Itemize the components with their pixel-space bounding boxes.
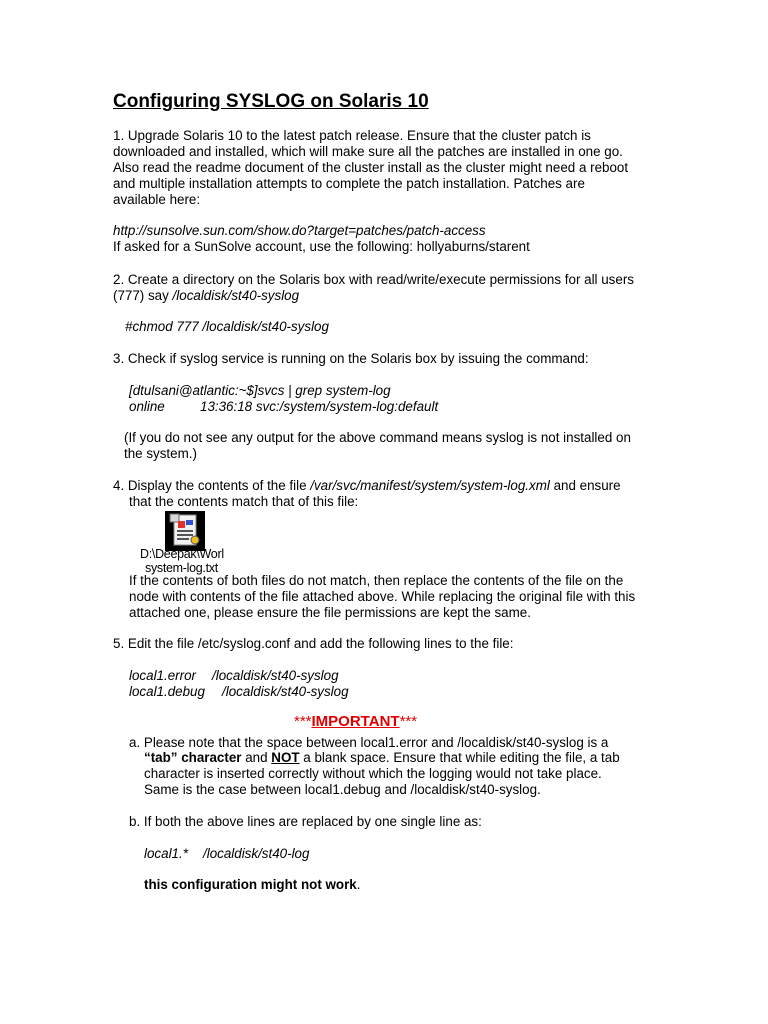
important-heading — [294, 713, 417, 731]
step3-note: the system.) — [124, 446, 197, 461]
step2-prefix: (777) say — [113, 288, 173, 303]
step4-line: that the contents match that of this file: — [129, 494, 359, 509]
conf-value: /localdisk/st40-syslog — [212, 668, 339, 683]
conf-key: local1.error — [129, 668, 196, 683]
step2-line: 2. Create a directory on the Solaris box with read/write/execute permissions for all users — [113, 272, 634, 287]
conf-key: local1.* — [144, 846, 188, 861]
file-attachment-icon[interactable] — [165, 511, 205, 551]
step4-path: /var/svc/manifest/system/system-log.xml — [310, 478, 550, 493]
step3-line: 3. Check if syslog service is running on the Solaris box by issuing the command: — [113, 351, 589, 366]
chmod-command: #chmod 777 /localdisk/st40-syslog — [125, 319, 329, 334]
step5-line: 5. Edit the file /etc/syslog.conf and add the following lines to the file: — [113, 636, 514, 651]
svcs-output-state: online — [129, 399, 165, 414]
note-a-and: and — [241, 750, 272, 765]
important-word: IMPORTANT — [311, 713, 400, 730]
warning-line — [144, 877, 360, 893]
page-title: Configuring SYSLOG on Solaris 10 — [113, 91, 429, 112]
step4-after-line: node with contents of the file attached above. While replacing the original file with this — [129, 589, 636, 604]
warning-text: this configuration might not work — [144, 877, 357, 892]
step2-line — [113, 288, 299, 304]
not-text: NOT — [271, 750, 300, 765]
file-attachment-icon-graphic — [166, 512, 204, 550]
step1-line: downloaded and installed, which will make sure all the patches are installed in one go. — [113, 144, 623, 159]
note-a-line: a. Please note that the space between local1.error and /localdisk/st40-syslog is a — [129, 735, 609, 750]
svcs-output-detail: 13:36:18 svc:/system/system-log:default — [200, 399, 439, 414]
step1-line: and multiple installation attempts to complete the patch installation. Patches are — [113, 176, 585, 191]
patch-url-link[interactable]: http://sunsolve.sun.com/show.do?target=patches/patch-access — [113, 223, 486, 238]
step1-line: 1. Upgrade Solaris 10 to the latest patch release. Ensure that the cluster patch is — [113, 128, 591, 143]
step4-prefix: 4. Display the contents of the file — [113, 478, 311, 493]
svcs-command: [dtulsani@atlantic:~$]svcs | grep system-log — [129, 383, 391, 398]
important-stars: *** — [399, 713, 418, 730]
important-stars: *** — [294, 713, 312, 730]
attachment-filename: system-log.txt — [145, 561, 218, 575]
step1-line: Also read the readme document of the cluster install as the cluster might need a reboot — [113, 160, 629, 175]
step1-account-line: If asked for a SunSolve account, use the following: hollyaburns/starent — [113, 239, 530, 254]
conf-key: local1.debug — [129, 684, 205, 699]
note-a-line: character is inserted correctly without which the logging would not take place. — [144, 766, 602, 781]
step4-suffix: and ensure — [549, 478, 621, 493]
note-a-line — [144, 750, 620, 766]
step3-note: (If you do not see any output for the above command means syslog is not installed on — [124, 430, 631, 445]
step4-after-line: If the contents of both files do not match, then replace the contents of the file on the — [129, 573, 624, 588]
note-b-line: b. If both the above lines are replaced by one single line as: — [129, 814, 482, 829]
step4-line — [113, 478, 621, 494]
conf-value: /localdisk/st40-syslog — [222, 684, 349, 699]
step2-path: /localdisk/st40-syslog — [172, 288, 300, 303]
tab-character-text: “tab” character — [144, 750, 242, 765]
step1-line: available here: — [113, 192, 201, 207]
note-a-line: Same is the case between local1.debug and /localdisk/st40-syslog. — [144, 782, 541, 797]
note-a-rest: a blank space. Ensure that while editing the file, a tab — [299, 750, 620, 765]
conf-value: /localdisk/st40-log — [203, 846, 310, 861]
step4-after-line: attached one, please ensure the file permissions are kept the same. — [129, 605, 531, 620]
warning-end: . — [356, 877, 361, 892]
attachment-caption: D:\Deepak\Worl — [140, 547, 224, 561]
